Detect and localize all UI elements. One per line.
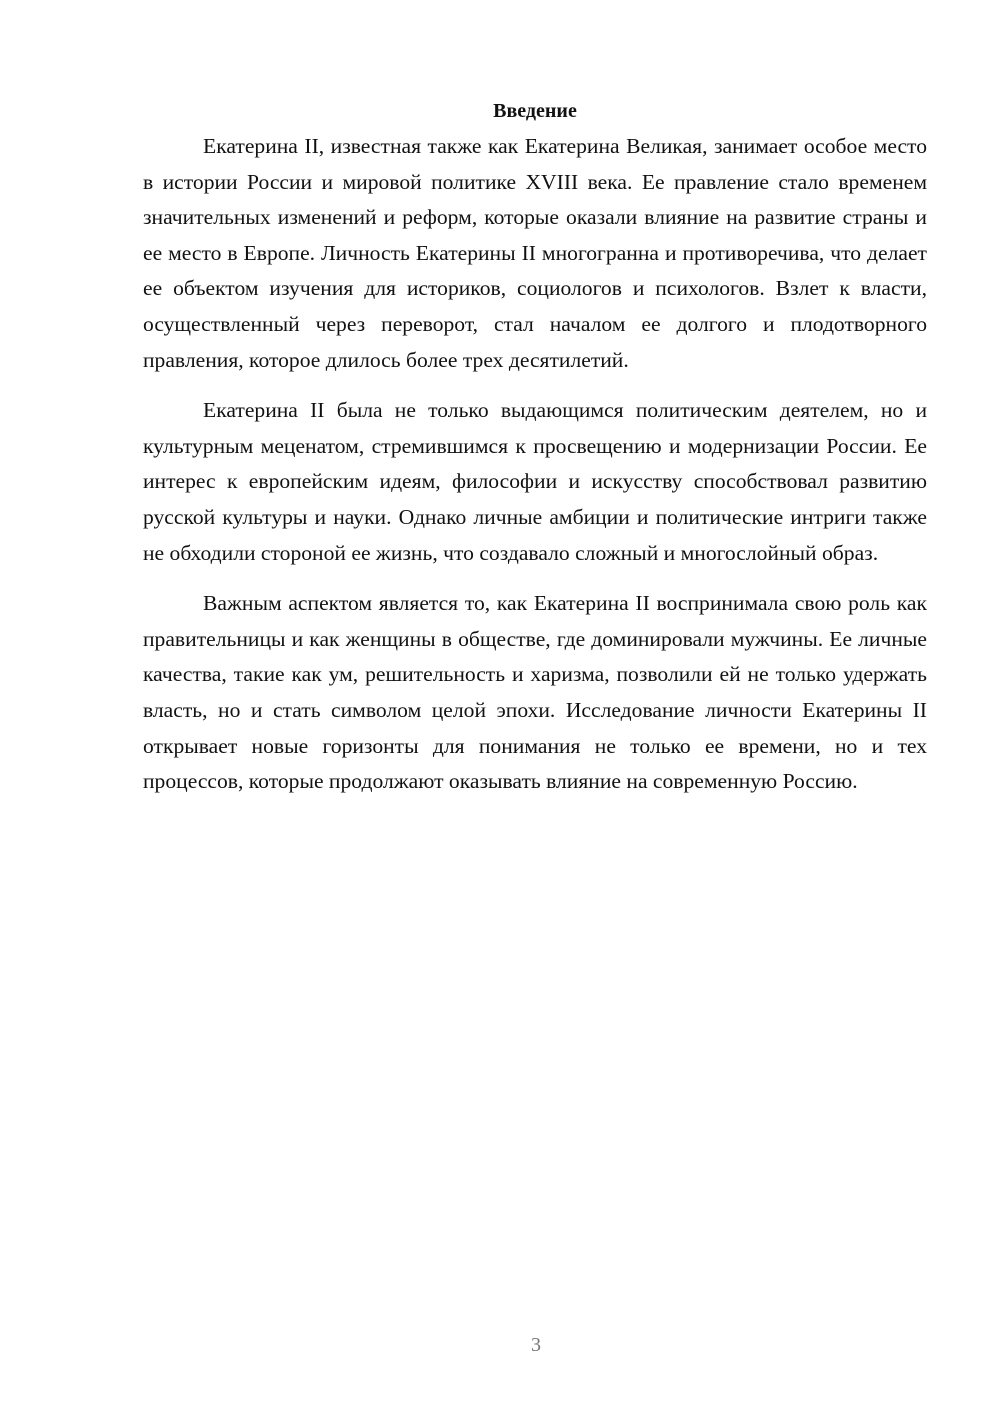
paragraph-1: Екатерина II, известная также как Екатерина Великая, занимает особое место в истории России и мировой политике XVIII века. Ее правление стало временем значительных изменений и реформ, которые оказали влияние на развитие страны и ее место в Европе. Личность Екатерины II многогранна и противоречива, что делает ее объектом изучения для историков, социологов и психологов. Взлет к власти, осуществленный через переворот, стал началом ее долгого и плодотворного правления, которое длилось более трех десятилетий.	[143, 134, 927, 372]
paragraph-2: Екатерина II была не только выдающимся политическим деятелем, но и культурным меценатом, стремившимся к просвещению и модернизации России. Ее интерес к европейским идеям, философии и искусству способствовал развитию русской культуры и науки. Однако личные амбиции и политические интриги также не обходили стороной ее жизнь, что создавало сложный и многослойный образ.	[143, 398, 927, 565]
section-heading: Введение	[493, 100, 577, 122]
page-number: 3	[531, 1334, 541, 1356]
page-content	[143, 94, 927, 815]
paragraph-3: Важным аспектом является то, как Екатерина II воспринимала свою роль как правительницы и как женщины в обществе, где доминировали мужчины. Ее личные качества, такие как ум, решительность и харизма, позволили ей не только удержать власть, но и стать символом целой эпохи. Исследование личности Екатерины II открывает новые горизонты для понимания не только ее времени, но и тех процессов, которые продолжают оказывать влияние на современную Россию.	[143, 591, 927, 794]
